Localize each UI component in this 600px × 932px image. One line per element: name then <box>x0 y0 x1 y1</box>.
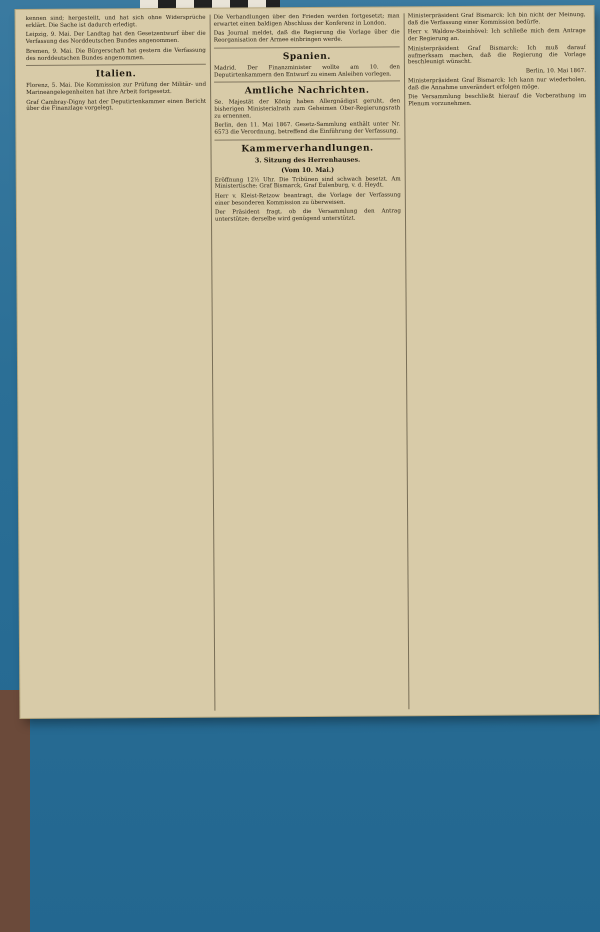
section-heading-kammerverhandlungen: Kammerverhandlungen. <box>241 143 374 155</box>
divider <box>26 64 206 66</box>
column-right <box>408 12 591 709</box>
article-paragraph: Eröffnung 12½ Uhr. Die Tribünen sind schwach besetzt. Am Ministertische: Graf Bismarck, Graf Eulenburg, v. d. Heydt. <box>214 175 401 190</box>
subsection-date: (Vom 10. Mai.) <box>281 165 335 175</box>
column-middle <box>214 13 405 710</box>
article-paragraph: Die Versammlung beschließt hierauf die Vorberathung im Plenum vorzunehmen. <box>408 93 587 108</box>
section-heading-spanien: Spanien. <box>282 51 331 62</box>
article-paragraph: Ministerpräsident Graf Bismarck: Ich kann nur wiederholen, daß die Annahme unverändert erfolgen möge. <box>408 76 587 91</box>
dateline: Berlin, 10. Mai 1867. <box>525 67 586 75</box>
section-heading-amtliche-nachrichten: Amtliche Nachrichten. <box>244 85 370 97</box>
article-paragraph: Florenz, 5. Mai. Die Kommission zur Prüfung der Militär- und Marineangelegenheiten hat ihre Arbeit fortgesetzt. <box>26 81 207 96</box>
article-paragraph: Der Präsident fragt, ob die Versammlung den Antrag unterstütze; derselbe wird genügend unterstützt. <box>214 208 401 223</box>
subsection-heading: 3. Sitzung des Herrenhauses. <box>254 155 361 165</box>
article-paragraph: Ministerpräsident Graf Bismarck: Ich bin nicht der Meinung, daß die Verfassung einer Kommission bedürfe. <box>407 12 586 26</box>
divider <box>214 46 400 48</box>
divider <box>214 81 400 83</box>
article-paragraph: Das Journal meldet, daß die Regierung die Vorlage über die Reorganisation der Armee einbringen werde. <box>213 29 400 44</box>
article-paragraph: Herr v. Waldow-Steinhövel: Ich schließe mich dem Antrage der Regierung an. <box>407 28 586 43</box>
article-paragraph: Berlin, den 11. Mai 1867. Gesetz-Sammlung enthält unter Nr. 6573 die Verordnung, betreffend die Einführung der Verfassung. <box>214 121 401 136</box>
article-paragraph: Herr v. Kleist-Retzow beantragt, die Vorlage der Verfassung einer besonderen Kommission zu überweisen. <box>214 192 401 207</box>
book-spine <box>0 690 30 932</box>
column-left <box>26 15 211 712</box>
article-paragraph: Die Verhandlungen über den Frieden werden fortgesetzt; man erwartet einen baldigen Abschluss der Konferenz in London. <box>213 13 400 28</box>
article-paragraph: Bremen, 9. Mai. Die Bürgerschaft hat gestern die Verfassung des norddeutschen Bundes angenommen. <box>25 47 206 62</box>
section-heading-italien: Italien. <box>95 69 137 80</box>
article-paragraph: Se. Majestät der König haben Allergnädigst geruht, den bisherigen Ministerialrath zum Geheimen Ober-Regierungsrath zu ernennen. <box>214 98 401 120</box>
divider <box>214 138 400 140</box>
article-paragraph: kennen sind; hergestellt, und hat sich ohne Widersprüche erklärt. Die Sache ist dadurch erledigt. <box>25 14 206 29</box>
article-paragraph: Ministerpräsident Graf Bismarck: Ich muß darauf aufmerksam machen, daß die Regierung die Vorlage beschleunigt wünscht. <box>407 44 586 66</box>
article-paragraph: Leipzig, 9. Mai. Der Landtag hat den Gesetzentwurf über die Verfassung des Norddeutschen Bundes angenommen. <box>25 31 206 46</box>
article-paragraph: Madrid. Der Finanzminister wollte am 10. den Deputirtenkammern den Entwurf zu einem Anleihen vorlegen. <box>213 64 400 79</box>
newspaper-page <box>16 6 599 718</box>
article-paragraph: Graf Cambray-Digny hat der Deputirtenkammer einen Bericht über die Finanzlage vorgelegt. <box>26 98 207 113</box>
